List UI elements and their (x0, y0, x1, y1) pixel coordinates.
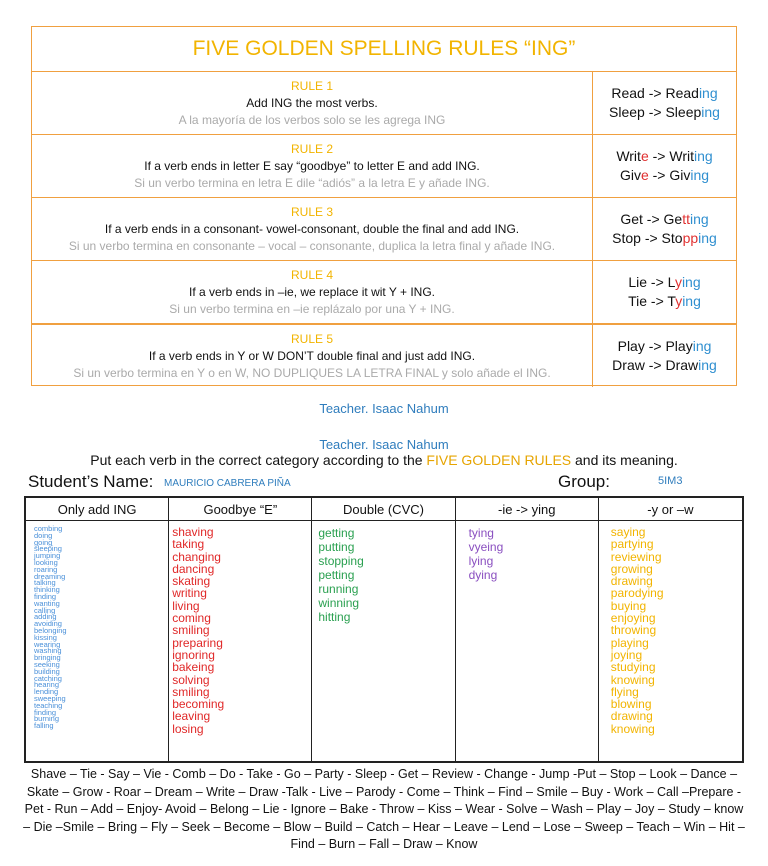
category-word: losing (172, 721, 204, 736)
category-word: studying (610, 660, 656, 675)
teacher-name-2: Teacher. Isaac Nahum (319, 437, 449, 452)
col-header-only-add-ing: Only add ING (26, 498, 169, 520)
category-word: finding (34, 707, 57, 717)
col-header-ie-ying: -ie -> ying (456, 498, 599, 520)
col-header-y-or-w: -y or –w (647, 501, 694, 517)
category-word: joying (610, 647, 643, 662)
rule-example: Get -> Getting (620, 211, 709, 227)
category-word: smiling (172, 623, 210, 638)
group-value: 5IM3 (658, 475, 683, 487)
rule-number: RULE 4 (290, 267, 334, 282)
rule-examples (593, 325, 736, 387)
category-word: becoming (172, 697, 225, 712)
rule-row (32, 324, 736, 387)
rule-row (32, 72, 736, 135)
category-word: putting (318, 540, 355, 554)
category-word: skating (172, 574, 211, 589)
category-word: vyeing (468, 540, 504, 554)
rule-number: RULE 3 (290, 204, 334, 219)
rule-english: If a verb ends in a consonant- vowel-consonant, double the final and add ING. (104, 221, 520, 236)
category-word: preparing (172, 635, 223, 650)
category-word: hearing (34, 680, 60, 690)
rule-english: If a verb ends in Y or W DON’T double final and just add ING. (148, 348, 476, 363)
category-word: wearing (34, 639, 61, 649)
category-word: looking (34, 557, 58, 567)
category-word: leaving (172, 709, 211, 724)
category-word: roaring (34, 564, 58, 574)
rule-english: Add ING the most verbs. (246, 95, 378, 110)
rule-example: Lie -> Lying (628, 274, 701, 290)
category-word: dreaming (34, 571, 66, 581)
categories-body (26, 521, 742, 761)
category-word: thinking (34, 585, 60, 595)
category-word: growing (610, 561, 653, 576)
rule-examples (593, 72, 736, 134)
col-y-or-w (599, 521, 742, 761)
category-word: finding (34, 591, 57, 601)
rule-rows (32, 72, 736, 387)
rule-examples (593, 261, 736, 323)
rules-title: FIVE GOLDEN SPELLING RULES “ING” (32, 27, 736, 72)
col-header-double-cvc: Double (CVC) (312, 498, 455, 520)
category-word: going (34, 537, 53, 547)
col-header-goodbye-e: Goodbye “E” (169, 498, 312, 520)
category-word: smiling (172, 684, 210, 699)
category-word: ignoring (172, 647, 215, 662)
category-word: living (172, 598, 200, 613)
category-word: seeking (34, 659, 60, 669)
category-word: petting (318, 568, 355, 582)
rule-number: RULE 5 (290, 331, 334, 346)
rule-examples (593, 198, 736, 260)
rule-spanish: Si un verbo termina en –ie replázalo por una Y + ING. (169, 301, 455, 316)
category-word: drawing (610, 574, 653, 589)
category-word: jumping (34, 551, 61, 561)
rule-text (32, 72, 593, 134)
rule-spanish: A la mayoría de los verbos solo se les agrega ING (178, 112, 446, 127)
category-word: belonging (34, 625, 67, 635)
group-label: Group: (558, 472, 610, 491)
category-word: getting (318, 526, 355, 540)
col-only-add-ing (26, 521, 169, 761)
categories-header (26, 498, 742, 521)
rule-example: Write -> Writing (616, 148, 713, 164)
category-word: blowing (610, 697, 652, 712)
category-word: dancing (172, 561, 215, 576)
category-word: talking (34, 578, 56, 588)
category-word: wanting (34, 598, 60, 608)
rule-row (32, 135, 736, 198)
category-word: falling (34, 721, 54, 731)
rule-row (32, 198, 736, 261)
rule-text (32, 198, 593, 260)
category-word: stopping (318, 554, 364, 568)
student-row (28, 472, 748, 494)
category-word: combing (34, 524, 63, 533)
rule-text (32, 261, 593, 323)
teacher-name-1: Teacher. Isaac Nahum (319, 401, 449, 416)
rule-example: Play -> Playing (617, 338, 712, 354)
category-word: knowing (610, 721, 655, 736)
category-word: avoiding (34, 619, 62, 629)
category-word: sleeping (34, 544, 62, 554)
rule-text (32, 325, 593, 387)
categories-table (24, 496, 744, 763)
rule-english: If a verb ends in letter E say “goodbye” to letter E and add ING. (144, 158, 480, 173)
student-name-value: MAURICIO CABRERA PIÑA (164, 478, 291, 489)
rule-spanish: Si un verbo termina en consonante – vocal – consonante, duplica la letra final y añade ING. (68, 238, 556, 253)
instruction (0, 452, 768, 468)
category-word: changing (172, 549, 221, 564)
category-word: lending (34, 687, 59, 697)
category-word: running (318, 582, 359, 596)
rule-example: Stop -> Stopping (612, 230, 717, 246)
category-word: doing (34, 530, 53, 540)
category-word: playing (610, 635, 649, 650)
category-word: drawing (610, 709, 653, 724)
category-word: winning (318, 596, 360, 610)
category-word: adding (34, 612, 57, 622)
category-word: knowing (610, 672, 655, 687)
category-word: teaching (34, 700, 63, 710)
category-word: enjoying (610, 611, 656, 626)
category-word: tying (468, 526, 494, 540)
category-word: writing (172, 586, 207, 601)
rules-table (31, 26, 737, 386)
rule-example: Give -> Giving (619, 167, 710, 183)
category-word: parodying (610, 586, 664, 601)
category-word: buying (610, 598, 647, 613)
category-word: reviewing (610, 549, 662, 564)
category-word: shaving (172, 525, 214, 539)
category-word: washing (34, 646, 62, 656)
col-goodbye-e (169, 521, 312, 761)
category-word: burning (34, 714, 60, 724)
rule-row (32, 261, 736, 324)
rule-examples (593, 135, 736, 197)
rule-english: If a verb ends in –ie, we replace it wit Y + ING. (188, 284, 435, 299)
instruction-post: and its meaning. (571, 452, 678, 468)
student-label: Student’s Name: (28, 472, 154, 491)
verb-bank: Shave – Tie - Say – Vie - Comb – Do - Take - Go – Party - Sleep - Get – Review - Change - Jump -Put – Stop – Look – Dance – Skate – Grow - Roar – Dream – Write – Draw -Talk - Live – Parody - Come – Think – Find – Smile – Buy - Work – Call –Prepare - Pet - Run – Add – Enjoy- Avoid – Belong – Lie - Ignore – Bake - Throw – Kiss – Wear - Solve – Wash – Play – Joy – Study – know – Die –Smile – Bring – Fly – Seek – Become – Blow – Build – Catch – Hear – Leave – Lend – Lose – Sweep – Teach – Win – Hit – Find – Burn – Fall – Draw – Know (23, 767, 745, 851)
category-word: sweeping (34, 693, 66, 703)
category-word: taking (172, 537, 205, 552)
category-word: coming (172, 611, 211, 626)
category-word: partying (610, 537, 654, 552)
rule-example: Tie -> Tying (628, 293, 701, 309)
rule-spanish: Si un verbo termina en Y o en W, NO DUPLIQUES LA LETRA FINAL y solo añade el ING. (73, 365, 551, 380)
category-word: bakeing (172, 660, 215, 675)
category-word: flying (610, 684, 639, 699)
category-word: bringing (34, 653, 61, 663)
category-word: dying (468, 568, 498, 582)
rule-example: Draw -> Drawing (612, 357, 717, 373)
category-word: kissing (34, 632, 57, 642)
rule-text (32, 135, 593, 197)
category-word: building (34, 666, 60, 676)
rule-number: RULE 2 (290, 141, 334, 156)
rule-spanish: Si un verbo termina en letra E dile “adiós” a la letra E y añade ING. (134, 175, 490, 190)
instruction-highlight: FIVE GOLDEN RULES (426, 452, 572, 468)
col-double-cvc (312, 521, 455, 761)
rule-example: Read -> Reading (611, 85, 718, 101)
category-word: calling (34, 605, 56, 615)
category-word: catching (34, 673, 62, 683)
category-word: throwing (610, 623, 657, 638)
category-word: saying (610, 525, 646, 539)
instruction-pre: Put each verb in the correct category according to the (90, 452, 427, 468)
category-word: solving (172, 672, 210, 687)
category-word: lying (468, 554, 494, 568)
rule-example: Sleep -> Sleeping (609, 104, 720, 120)
rule-number: RULE 1 (290, 78, 334, 93)
category-word: hitting (318, 610, 351, 624)
col-ie-ying (456, 521, 599, 761)
